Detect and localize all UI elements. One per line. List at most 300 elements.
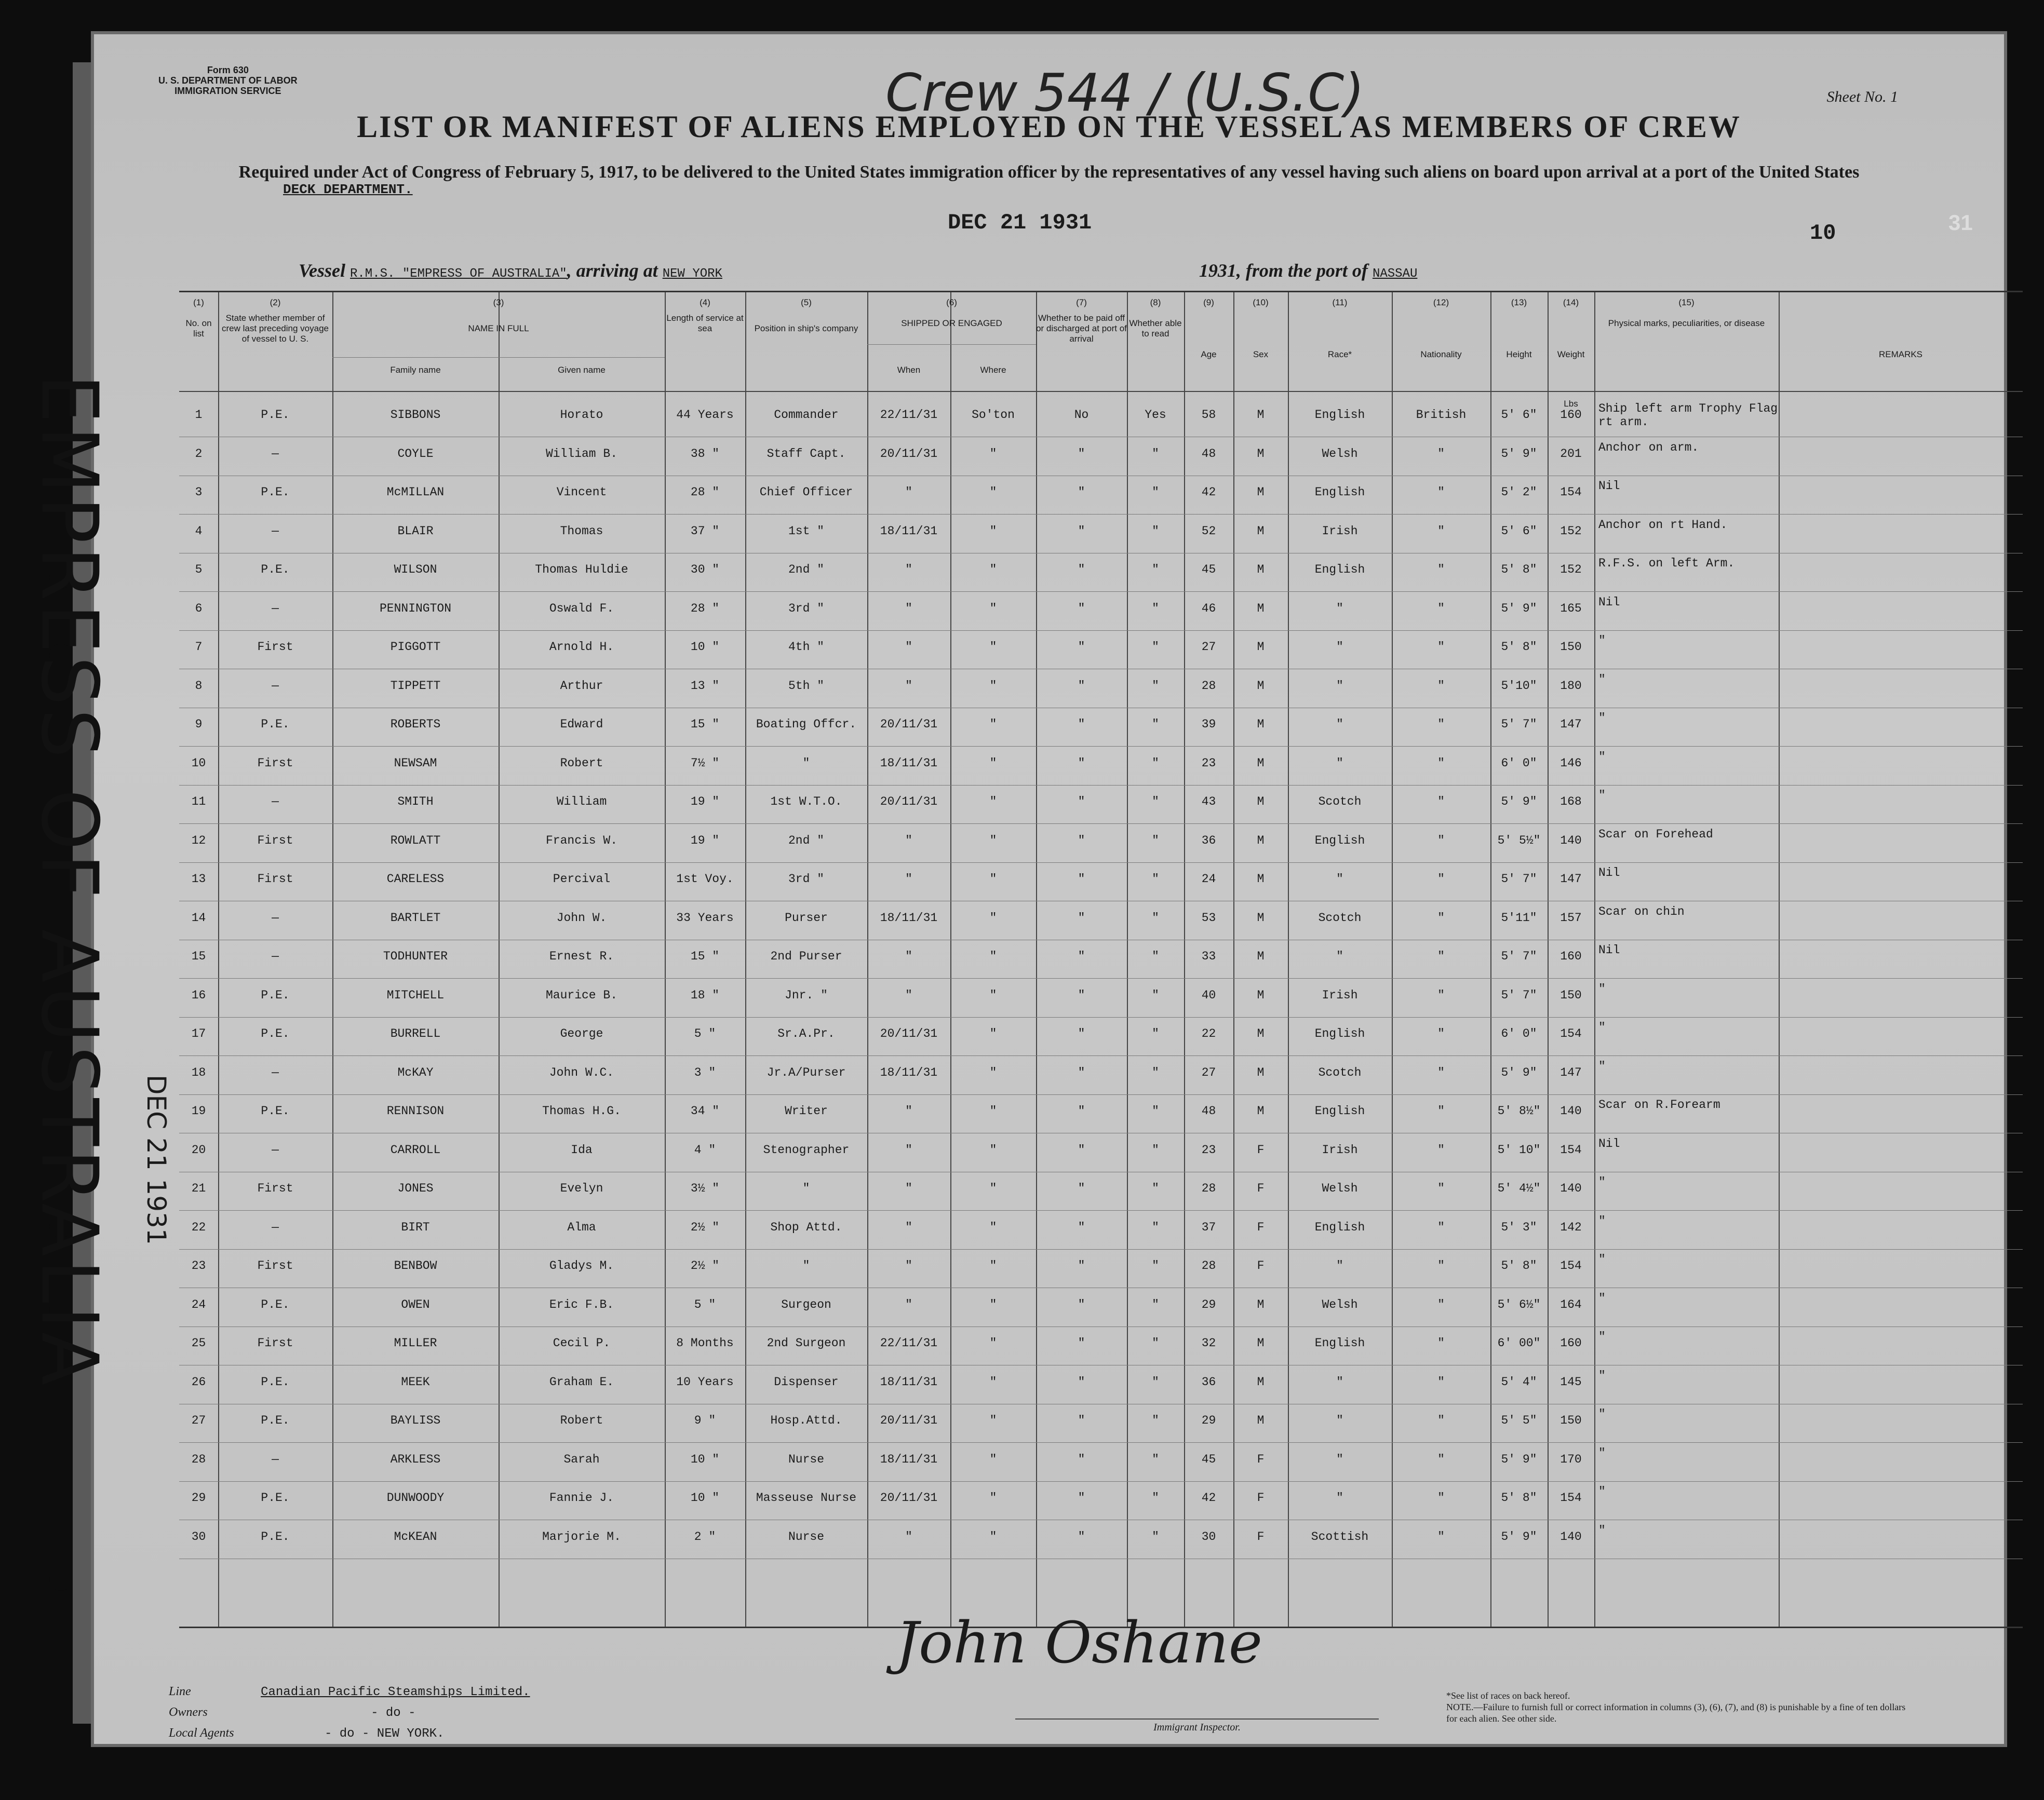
table-row (179, 1250, 2023, 1288)
table-row (179, 1366, 2023, 1404)
cell-paid: " (1078, 1452, 1085, 1466)
cell-sex: M (1257, 601, 1265, 615)
cell-when: 18/11/31 (880, 1065, 938, 1079)
cell-nat: " (1437, 1259, 1445, 1273)
cell-marks: Nil (1598, 943, 1620, 957)
cell-weight: 154 (1560, 1491, 1582, 1505)
cell-no: 17 (191, 1027, 206, 1040)
cell-read: Yes (1145, 408, 1166, 422)
cell-race: Scotch (1318, 795, 1362, 808)
cell-where: " (989, 950, 997, 963)
cell-race: " (1336, 679, 1343, 693)
cell-height: 5' 8½" (1497, 1104, 1541, 1118)
cell-where: " (989, 1491, 997, 1505)
cell-read: " (1152, 485, 1159, 499)
cell-weight: 147 (1560, 1065, 1582, 1079)
cell-where: " (989, 524, 997, 538)
cell-paid: " (1078, 1530, 1085, 1544)
header-length: Length of service at sea (666, 313, 744, 333)
cell-paid: " (1078, 756, 1085, 770)
cell-family: DUNWOODY (386, 1491, 445, 1505)
cell-height: 5' 8" (1501, 640, 1537, 654)
cell-marks: " (1598, 789, 1606, 802)
header-paid_off: Whether to be paid off or discharged at port of arrival (1036, 313, 1127, 344)
cell-age: 29 (1201, 1414, 1216, 1427)
vessel-line: Vessel R.M.S. "EMPRESS OF AUSTRALIA", arriving at NEW YORK 1931, from the port of NASSAU (299, 260, 1418, 281)
cell-nat: " (1437, 1027, 1445, 1040)
cell-paid: " (1078, 640, 1085, 654)
cell-no: 13 (191, 872, 206, 886)
table-row (179, 786, 2023, 824)
cell-height: 5' 5" (1501, 1414, 1537, 1427)
cell-weight: 147 (1560, 718, 1582, 731)
cell-family: McKEAN (394, 1530, 437, 1544)
cell-race: English (1314, 1220, 1365, 1234)
table-row (179, 979, 2023, 1018)
cell-length: 18 " (690, 988, 720, 1002)
cell-sex: M (1257, 485, 1265, 499)
header-when: When (897, 365, 921, 375)
cell-member: P.E. (261, 988, 290, 1002)
cell-position: Shop Attd. (770, 1220, 842, 1234)
cell-family: BENBOW (394, 1259, 437, 1273)
cell-sex: M (1257, 756, 1265, 770)
cell-marks: " (1598, 1485, 1606, 1498)
cell-sex: M (1257, 988, 1265, 1002)
header-marks: Physical marks, peculiarities, or disease (1608, 318, 1765, 328)
cell-paid: " (1078, 1336, 1085, 1350)
line-value: Canadian Pacific Steamships Limited. (261, 1685, 530, 1699)
cell-where: " (989, 640, 997, 654)
cell-sex: M (1257, 1297, 1265, 1311)
cell-given: Marjorie M. (542, 1530, 621, 1544)
vessel-year: 1931 (1199, 260, 1236, 281)
cell-weight: 142 (1560, 1220, 1582, 1234)
cell-age: 27 (1201, 640, 1216, 654)
cell-when: 18/11/31 (880, 911, 938, 925)
cell-member: P.E. (261, 1530, 290, 1544)
cell-weight: 150 (1560, 988, 1582, 1002)
cell-nat: " (1437, 950, 1445, 963)
table-row (179, 1095, 2023, 1133)
cell-height: 5' 9" (1501, 1530, 1537, 1544)
note-races: *See list of races on back hereof. (1446, 1690, 1570, 1701)
cell-weight: 180 (1560, 679, 1582, 693)
header-sex: Sex (1253, 349, 1269, 359)
cell-nat: " (1437, 1375, 1445, 1389)
cell-weight: 168 (1560, 795, 1582, 808)
cell-when: " (905, 950, 912, 963)
cell-paid: " (1078, 485, 1085, 499)
cell-member: First (257, 833, 293, 847)
cell-when: " (905, 640, 912, 654)
cell-length: 4 " (694, 1143, 716, 1157)
cell-race: English (1314, 1336, 1365, 1350)
cell-where: " (989, 795, 997, 808)
cell-age: 30 (1201, 1530, 1216, 1544)
page-subtitle: Required under Act of Congress of February 5, 1917, to be delivered to the United States immigration officer by the representatives of any vessel having such aliens on board upon arrival at a port of the United States (238, 163, 1860, 182)
handwritten-crew-note: Crew 544 / (U.S.C) (885, 62, 1365, 123)
cell-nat: " (1437, 1143, 1445, 1157)
cell-length: 34 " (690, 1104, 720, 1118)
corner-number-left: 10 (1810, 221, 1836, 246)
cell-race: Scotch (1318, 911, 1362, 925)
cell-family: ROWLATT (390, 833, 441, 847)
cell-when: 18/11/31 (880, 1452, 938, 1466)
cell-no: 19 (191, 1104, 206, 1118)
handwritten-ship-name: EMPRESS OF AUSTRALIA (24, 374, 114, 1389)
table-row (179, 1443, 2023, 1482)
cell-nat: " (1437, 833, 1445, 847)
cell-when: " (905, 1220, 912, 1234)
cell-no: 25 (191, 1336, 206, 1350)
cell-height: 5' 7" (1501, 872, 1537, 886)
cell-sex: F (1257, 1143, 1265, 1157)
cell-family: BIRT (401, 1220, 430, 1234)
cell-position: Jr.A/Purser (766, 1065, 846, 1079)
header-given: Given name (558, 365, 606, 375)
cell-where: " (989, 1143, 997, 1157)
cell-where: " (989, 1182, 997, 1195)
cell-age: 48 (1201, 446, 1216, 461)
cell-weight: 150 (1560, 1414, 1582, 1427)
cell-age: 22 (1201, 1027, 1216, 1040)
cell-sex: M (1257, 911, 1265, 925)
cell-no: 12 (191, 833, 206, 847)
cell-no: 22 (191, 1220, 206, 1234)
cell-position: " (802, 1182, 810, 1195)
header-where: Where (980, 365, 1006, 375)
cell-marks: " (1598, 982, 1606, 996)
header-divider (179, 391, 2023, 392)
cell-paid: " (1078, 795, 1085, 808)
cell-age: 28 (1201, 1259, 1216, 1273)
cell-nat: " (1437, 601, 1445, 615)
cell-no: 20 (191, 1143, 206, 1157)
cell-height: 6' 00" (1497, 1336, 1541, 1350)
line-label: Line (169, 1685, 191, 1698)
header-n4: (4) (700, 297, 710, 307)
cell-sex: M (1257, 1065, 1265, 1079)
cell-member: P.E. (261, 1414, 290, 1427)
cell-given: Thomas H.G. (542, 1104, 621, 1118)
cell-paid: " (1078, 446, 1085, 461)
cell-weight: 201 (1560, 446, 1582, 461)
cell-length: 5 " (694, 1297, 716, 1311)
cell-where: " (989, 1452, 997, 1466)
cell-when: 18/11/31 (880, 524, 938, 538)
cell-member: — (272, 911, 279, 925)
header-n10: (10) (1253, 297, 1269, 307)
cell-weight: 164 (1560, 1297, 1582, 1311)
cell-when: 20/11/31 (880, 446, 938, 461)
cell-length: 1st Voy. (676, 872, 734, 886)
cell-nat: " (1437, 1297, 1445, 1311)
cell-nat: " (1437, 795, 1445, 808)
cell-family: TODHUNTER (383, 950, 448, 963)
cell-marks: " (1598, 1407, 1606, 1421)
cell-race: Irish (1322, 988, 1358, 1002)
cell-given: Alma (567, 1220, 596, 1234)
cell-nat: " (1437, 1182, 1445, 1195)
cell-paid: " (1078, 563, 1085, 576)
cell-weight: 145 (1560, 1375, 1582, 1389)
cell-sex: F (1257, 1452, 1265, 1466)
cell-marks: " (1598, 1214, 1606, 1228)
cell-age: 36 (1201, 1375, 1216, 1389)
cell-position: Nurse (788, 1530, 824, 1544)
cell-nat: " (1437, 563, 1445, 576)
table-row (179, 631, 2023, 669)
header-n9: (9) (1203, 297, 1214, 307)
cell-family: McKAY (397, 1065, 434, 1079)
cell-length: 8 Months (676, 1336, 734, 1350)
cell-when: " (905, 988, 912, 1002)
cell-when: " (905, 872, 912, 886)
cell-race: " (1336, 950, 1343, 963)
cell-position: " (802, 756, 810, 770)
cell-position: Commander (774, 408, 839, 422)
cell-member: First (257, 872, 293, 886)
cell-when: " (905, 679, 912, 693)
cell-family: COYLE (397, 446, 434, 461)
cell-age: 24 (1201, 872, 1216, 886)
cell-marks: " (1598, 1021, 1606, 1034)
cell-marks: Nil (1598, 1136, 1620, 1151)
cell-position: Hosp.Attd. (770, 1414, 842, 1427)
cell-family: PIGGOTT (390, 640, 441, 654)
cell-paid: " (1078, 1297, 1085, 1311)
cell-sex: M (1257, 1414, 1265, 1427)
cell-member: First (257, 1259, 293, 1273)
cell-member: — (272, 1143, 279, 1157)
cell-family: BURRELL (390, 1027, 441, 1040)
cell-family: BLAIR (397, 524, 434, 538)
table-row (179, 592, 2023, 631)
header-member: State whether member of crew last preceding voyage of vessel to U. S. (221, 313, 329, 344)
cell-position: 2nd " (788, 563, 824, 576)
cell-given: Sarah (563, 1452, 600, 1466)
cell-paid: " (1078, 988, 1085, 1002)
cell-when: 22/11/31 (880, 408, 938, 422)
inspector-label: Immigrant Inspector. (1015, 1718, 1379, 1734)
cell-family: SIBBONS (390, 408, 441, 422)
cell-read: " (1152, 1414, 1159, 1427)
header-n12: (12) (1433, 297, 1449, 307)
cell-position: 3rd " (788, 601, 824, 615)
cell-height: 5' 6" (1501, 408, 1537, 422)
cell-nat: " (1437, 679, 1445, 693)
cell-when: " (905, 1143, 912, 1157)
date-stamp: DEC 21 1931 (948, 210, 1092, 235)
cell-no: 10 (191, 756, 206, 770)
cell-when: " (905, 1104, 912, 1118)
cell-length: 28 " (690, 601, 720, 615)
cell-given: Thomas (560, 524, 603, 538)
cell-member: — (272, 524, 279, 538)
cell-age: 36 (1201, 833, 1216, 847)
cell-paid: " (1078, 872, 1085, 886)
cell-nat: " (1437, 524, 1445, 538)
cell-paid: " (1078, 1104, 1085, 1118)
cell-when: " (905, 1297, 912, 1311)
cell-family: OWEN (401, 1297, 430, 1311)
cell-height: 5' 8" (1501, 563, 1537, 576)
table-row (179, 1211, 2023, 1250)
cell-where: " (989, 911, 997, 925)
cell-when: 20/11/31 (880, 795, 938, 808)
cell-read: " (1152, 563, 1159, 576)
cell-when: 20/11/31 (880, 1414, 938, 1427)
header-n1: (1) (193, 297, 204, 307)
cell-height: 5' 8" (1501, 1491, 1537, 1505)
cell-read: " (1152, 1336, 1159, 1350)
sheet-number: Sheet No. 1 (1826, 88, 1898, 105)
header-race: Race* (1327, 349, 1352, 359)
cell-weight: 165 (1560, 601, 1582, 615)
cell-given: Fannie J. (549, 1491, 614, 1505)
cell-where: " (989, 1104, 997, 1118)
table-row (179, 1404, 2023, 1443)
cell-read: " (1152, 524, 1159, 538)
cell-nat: " (1437, 1491, 1445, 1505)
table-row (179, 1521, 2023, 1559)
cell-given: Percival (553, 872, 611, 886)
cell-no: 4 (195, 524, 203, 538)
cell-length: 9 " (694, 1414, 716, 1427)
page-title: LIST OR MANIFEST OF ALIENS EMPLOYED ON THE VESSEL AS MEMBERS OF CREW (357, 110, 1741, 144)
cell-position: Surgeon (781, 1297, 831, 1311)
table-row (179, 1289, 2023, 1327)
name-header-divider (332, 357, 665, 358)
cell-no: 3 (195, 485, 203, 499)
cell-weight: 152 (1560, 563, 1582, 576)
cell-marks: " (1598, 1523, 1606, 1537)
cell-where: " (989, 872, 997, 886)
cell-where: " (989, 1297, 997, 1311)
cell-when: " (905, 1530, 912, 1544)
cell-position: Jnr. " (785, 988, 828, 1002)
cell-age: 33 (1201, 950, 1216, 963)
cell-race: " (1336, 1375, 1343, 1389)
cell-marks: Scar on R.Forearm (1598, 1098, 1720, 1112)
cell-where: " (989, 679, 997, 693)
cell-length: 7½ " (690, 756, 720, 770)
cell-age: 43 (1201, 795, 1216, 808)
header-n6: (6) (946, 297, 957, 307)
cell-where: " (989, 1530, 997, 1544)
cell-position: Boating Offcr. (756, 718, 857, 731)
cell-where: " (989, 756, 997, 770)
cell-family: CARROLL (390, 1143, 441, 1157)
cell-member: P.E. (261, 1104, 290, 1118)
cell-paid: " (1078, 1414, 1085, 1427)
cell-sex: M (1257, 833, 1265, 847)
cell-length: 28 " (690, 485, 720, 499)
cell-sex: M (1257, 679, 1265, 693)
cell-given: Gladys M. (549, 1259, 614, 1273)
crew-table (179, 291, 2023, 1628)
cell-when: " (905, 1182, 912, 1195)
cell-paid: " (1078, 601, 1085, 615)
cell-read: " (1152, 1375, 1159, 1389)
cell-read: " (1152, 988, 1159, 1002)
table-row (179, 1057, 2023, 1095)
cell-member: — (272, 446, 279, 461)
cell-where: " (989, 563, 997, 576)
cell-read: " (1152, 601, 1159, 615)
cell-race: " (1336, 1491, 1343, 1505)
table-row (179, 515, 2023, 553)
header-shipped: SHIPPED OR ENGAGED (901, 318, 1002, 328)
cell-age: 45 (1201, 563, 1216, 576)
cell-paid: " (1078, 1143, 1085, 1157)
cell-when: 20/11/31 (880, 1027, 938, 1040)
cell-read: " (1152, 1182, 1159, 1195)
cell-weight: 160 (1560, 950, 1582, 963)
cell-paid: " (1078, 1220, 1085, 1234)
cell-given: Francis W. (545, 833, 618, 847)
cell-given: Eric F.B. (549, 1297, 614, 1311)
owners-value: - do - (371, 1706, 416, 1720)
cell-position: 4th " (788, 640, 824, 654)
cell-length: 37 " (690, 524, 720, 538)
cell-given: John W. (556, 911, 607, 925)
header-weight: Weight (1557, 349, 1585, 359)
table-row (179, 824, 2023, 863)
cell-sex: F (1257, 1259, 1265, 1273)
cell-member: P.E. (261, 1491, 290, 1505)
cell-no: 2 (195, 446, 203, 461)
header-n7: (7) (1076, 297, 1087, 307)
cell-nat: " (1437, 718, 1445, 731)
cell-sex: M (1257, 563, 1265, 576)
punch-hole (49, 1568, 72, 1591)
cell-height: 5'11" (1501, 911, 1537, 925)
cell-weight: 150 (1560, 640, 1582, 654)
cell-height: 5' 9" (1501, 1065, 1537, 1079)
cell-sex: F (1257, 1220, 1265, 1234)
footer-agents (169, 1726, 444, 1741)
cell-sex: M (1257, 524, 1265, 538)
cell-marks: " (1598, 1446, 1606, 1460)
cell-family: WILSON (394, 563, 437, 576)
cell-paid: " (1078, 1375, 1085, 1389)
cell-height: 5' 9" (1501, 795, 1537, 808)
header-family: Family name (390, 365, 441, 375)
cell-member: First (257, 1336, 293, 1350)
manifest-page (91, 31, 2007, 1747)
cell-given: John W.C. (549, 1065, 614, 1079)
table-row (179, 863, 2023, 901)
cell-length: 15 " (690, 950, 720, 963)
vessel-name: R.M.S. "EMPRESS OF AUSTRALIA" (350, 267, 567, 281)
cell-no: 29 (191, 1491, 206, 1505)
cell-no: 1 (195, 408, 203, 422)
cell-race: English (1314, 408, 1365, 422)
cell-read: " (1152, 911, 1159, 925)
cell-length: 2½ " (690, 1259, 720, 1273)
cell-position: 1st W.T.O. (770, 795, 842, 808)
cell-when: " (905, 485, 912, 499)
cell-member: P.E. (261, 408, 290, 422)
cell-marks: " (1598, 1369, 1606, 1383)
cell-member: First (257, 640, 293, 654)
cell-race: " (1336, 640, 1343, 654)
footer-notes (1446, 1690, 1914, 1724)
cell-read: " (1152, 795, 1159, 808)
cell-height: 6' 0" (1501, 1027, 1537, 1040)
